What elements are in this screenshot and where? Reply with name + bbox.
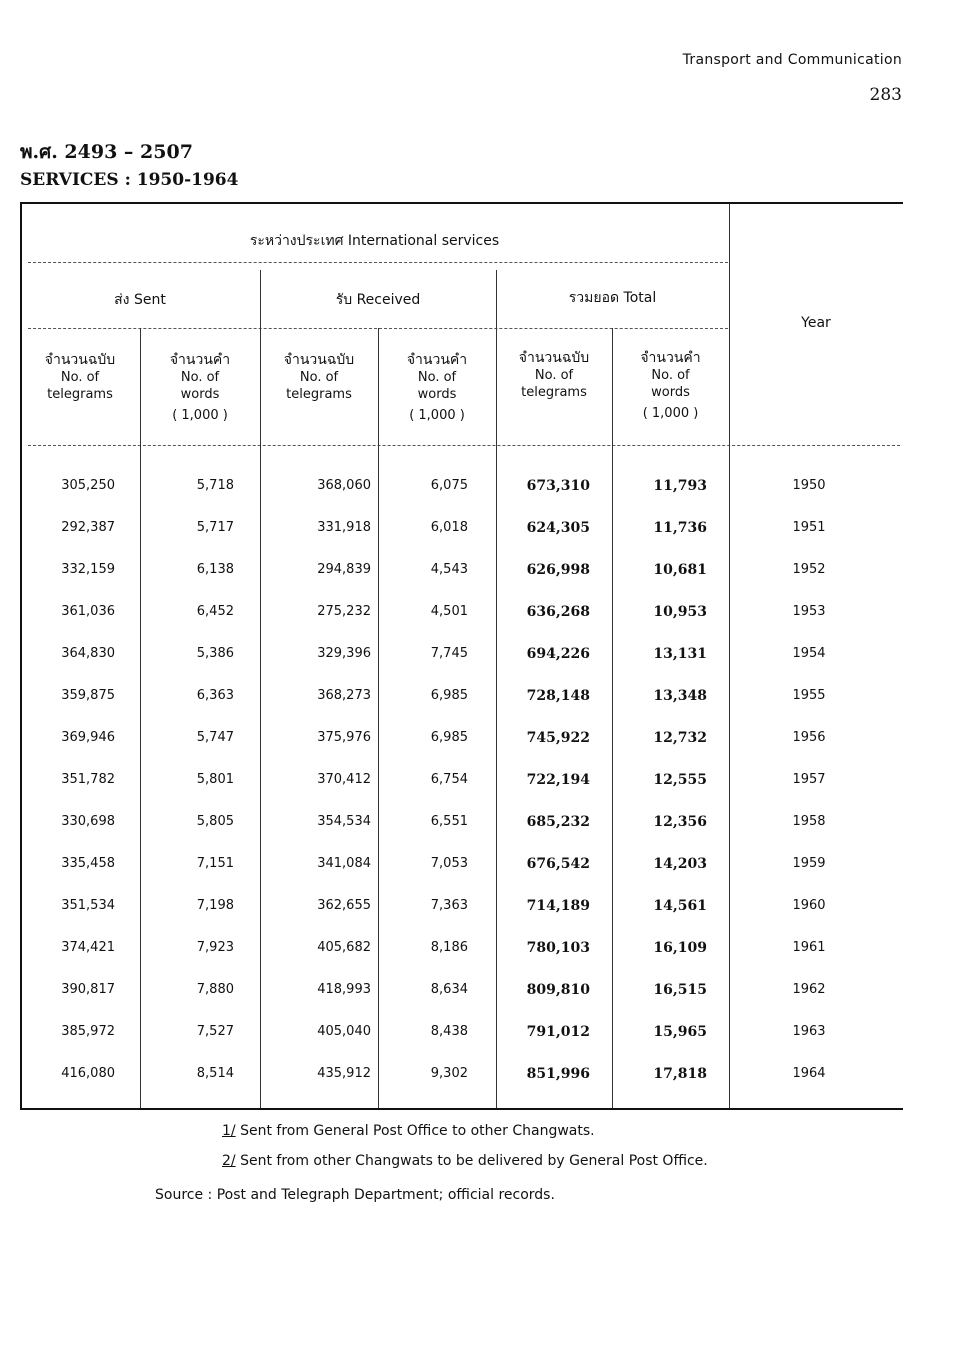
received-words-cell: 9,302 — [430, 1066, 468, 1081]
footnote-text: Sent from other Changwats to be delivered by General Post Office. — [235, 1153, 708, 1169]
received-telegrams-cell: 362,655 — [317, 898, 371, 913]
received-telegrams-cell: 435,912 — [317, 1066, 371, 1081]
received-telegrams-cell: 405,682 — [317, 940, 371, 955]
total-telegrams-cell: 791,012 — [526, 1024, 590, 1040]
received-telegrams-cell: 368,273 — [317, 688, 371, 703]
sent-telegrams-cell: 385,972 — [61, 1024, 115, 1039]
total-words-cell: 17,818 — [653, 1066, 707, 1082]
total-words-cell: 11,793 — [653, 478, 707, 494]
total-words-cell: 12,555 — [653, 772, 707, 788]
footnote-text: Sent from General Post Office to other Changwats. — [235, 1123, 595, 1139]
total-words-cell: 14,203 — [653, 856, 707, 872]
received-words-cell: 6,551 — [430, 814, 468, 829]
total-telegrams-cell: 626,998 — [526, 562, 590, 578]
table-row — [20, 928, 903, 970]
subgroup-sent: ส่ง Sent — [114, 292, 166, 308]
received-words-cell: 6,985 — [430, 730, 468, 745]
year-cell: 1956 — [792, 730, 826, 745]
received-telegrams-cell: 354,534 — [317, 814, 371, 829]
sent-telegrams-cell: 351,534 — [61, 898, 115, 913]
sent-words-cell: 7,923 — [196, 940, 234, 955]
year-cell: 1960 — [792, 898, 826, 913]
year-cell: 1957 — [792, 772, 826, 787]
sent-words-cell: 7,527 — [196, 1024, 234, 1039]
group-header: ระหว่างประเทศ International services — [249, 233, 500, 249]
sent-words-cell: 8,514 — [196, 1066, 234, 1081]
received-telegrams-cell: 294,839 — [317, 562, 371, 577]
footnote-1 — [222, 1123, 595, 1139]
sent-words-cell: 5,718 — [196, 478, 234, 493]
year-header: Year — [801, 315, 831, 331]
sent-telegrams-cell: 335,458 — [61, 856, 115, 871]
sent-telegrams-cell: 364,830 — [61, 646, 115, 661]
table-row — [20, 508, 903, 550]
received-words-cell: 7,363 — [430, 898, 468, 913]
total-telegrams-cell: 851,996 — [526, 1066, 590, 1082]
footnote-marker: 1/ — [222, 1123, 236, 1139]
total-telegrams-cell: 636,268 — [526, 604, 590, 620]
received-words-cell: 8,634 — [430, 982, 468, 997]
received-words-cell: 6,018 — [430, 520, 468, 535]
total-telegrams-cell: 673,310 — [526, 478, 590, 494]
subgroup-received: รับ Received — [335, 292, 421, 308]
table-row — [20, 718, 903, 760]
year-cell: 1953 — [792, 604, 826, 619]
year-cell: 1964 — [792, 1066, 826, 1081]
total-words-cell: 16,515 — [653, 982, 707, 998]
received-words-cell: 7,745 — [430, 646, 468, 661]
col-header-total-words: จำนวนคำ No. of words ( 1,000 ) — [640, 350, 701, 421]
total-telegrams-cell: 624,305 — [526, 520, 590, 536]
year-cell: 1963 — [792, 1024, 826, 1039]
total-words-cell: 13,348 — [653, 688, 707, 704]
col-header-sent-words: จำนวนคำ No. of words ( 1,000 ) — [169, 352, 231, 423]
thai-title: พ.ศ. 2493 – 2507 — [20, 141, 193, 163]
sent-words-cell: 7,880 — [196, 982, 234, 997]
total-telegrams-cell: 714,189 — [526, 898, 590, 914]
total-telegrams-cell: 745,922 — [526, 730, 590, 746]
data-table — [20, 202, 903, 1110]
sent-telegrams-cell: 330,698 — [61, 814, 115, 829]
total-words-cell: 13,131 — [653, 646, 707, 662]
total-words-cell: 16,109 — [653, 940, 707, 956]
sent-telegrams-cell: 332,159 — [61, 562, 115, 577]
total-words-cell: 14,561 — [653, 898, 707, 914]
sent-telegrams-cell: 390,817 — [61, 982, 115, 997]
table-row — [20, 970, 903, 1012]
total-telegrams-cell: 728,148 — [526, 688, 590, 704]
section-title: Transport and Communication — [682, 52, 902, 68]
page-title: SERVICES : 1950-1964 — [20, 170, 239, 190]
sent-telegrams-cell: 374,421 — [61, 940, 115, 955]
table-row — [20, 550, 903, 592]
total-words-cell: 10,953 — [653, 604, 707, 620]
sent-words-cell: 5,805 — [196, 814, 234, 829]
year-cell: 1950 — [792, 478, 826, 493]
sent-words-cell: 5,747 — [196, 730, 234, 745]
received-words-cell: 6,985 — [430, 688, 468, 703]
col-header-sent-telegrams: จำนวนฉบับ No. of telegrams — [44, 352, 116, 402]
sent-words-cell: 7,151 — [196, 856, 234, 871]
received-words-cell: 6,754 — [430, 772, 468, 787]
table-row — [20, 802, 903, 844]
year-cell: 1962 — [792, 982, 826, 997]
footnote-marker: 2/ — [222, 1153, 236, 1169]
divider — [28, 445, 900, 446]
received-telegrams-cell: 368,060 — [317, 478, 371, 493]
received-telegrams-cell: 341,084 — [317, 856, 371, 871]
received-telegrams-cell: 331,918 — [317, 520, 371, 535]
total-words-cell: 12,356 — [653, 814, 707, 830]
col-header-received-telegrams: จำนวนฉบับ No. of telegrams — [283, 352, 355, 402]
total-telegrams-cell: 780,103 — [526, 940, 590, 956]
table-row — [20, 760, 903, 802]
year-cell: 1954 — [792, 646, 826, 661]
sent-words-cell: 5,717 — [196, 520, 234, 535]
total-words-cell: 12,732 — [653, 730, 707, 746]
sent-words-cell: 6,138 — [196, 562, 234, 577]
sent-telegrams-cell: 369,946 — [61, 730, 115, 745]
received-telegrams-cell: 418,993 — [317, 982, 371, 997]
received-telegrams-cell: 405,040 — [317, 1024, 371, 1039]
source-note: Source : Post and Telegraph Department; official records. — [155, 1187, 555, 1203]
page-number: 283 — [869, 85, 902, 105]
sent-words-cell: 6,363 — [196, 688, 234, 703]
received-words-cell: 8,438 — [430, 1024, 468, 1039]
received-words-cell: 4,501 — [430, 604, 468, 619]
col-header-received-words: จำนวนคำ No. of words ( 1,000 ) — [406, 352, 468, 423]
received-words-cell: 7,053 — [430, 856, 468, 871]
received-words-cell: 8,186 — [430, 940, 468, 955]
table-row — [20, 844, 903, 886]
year-cell: 1955 — [792, 688, 826, 703]
total-words-cell: 10,681 — [653, 562, 707, 578]
received-telegrams-cell: 329,396 — [317, 646, 371, 661]
total-words-cell: 11,736 — [653, 520, 707, 536]
sent-telegrams-cell: 359,875 — [61, 688, 115, 703]
sent-telegrams-cell: 361,036 — [61, 604, 115, 619]
received-words-cell: 6,075 — [430, 478, 468, 493]
sent-words-cell: 7,198 — [196, 898, 234, 913]
table-row — [20, 1012, 903, 1054]
total-words-cell: 15,965 — [653, 1024, 707, 1040]
year-cell: 1961 — [792, 940, 826, 955]
total-telegrams-cell: 694,226 — [526, 646, 590, 662]
total-telegrams-cell: 685,232 — [526, 814, 590, 830]
sent-telegrams-cell: 305,250 — [61, 478, 115, 493]
footnote-2 — [222, 1153, 708, 1169]
col-header-total-telegrams: จำนวนฉบับ No. of telegrams — [518, 350, 590, 400]
table-row — [20, 634, 903, 676]
table-row — [20, 886, 903, 928]
table-row — [20, 676, 903, 718]
sent-words-cell: 6,452 — [196, 604, 234, 619]
total-telegrams-cell: 722,194 — [526, 772, 590, 788]
year-cell: 1952 — [792, 562, 826, 577]
table-row — [20, 1054, 903, 1096]
total-telegrams-cell: 676,542 — [526, 856, 590, 872]
received-words-cell: 4,543 — [430, 562, 468, 577]
received-telegrams-cell: 370,412 — [317, 772, 371, 787]
table-row — [20, 466, 903, 508]
year-cell: 1959 — [792, 856, 826, 871]
year-cell: 1958 — [792, 814, 826, 829]
table-row — [20, 592, 903, 634]
subgroup-total: รวมยอด Total — [568, 290, 657, 306]
total-telegrams-cell: 809,810 — [526, 982, 590, 998]
received-telegrams-cell: 375,976 — [317, 730, 371, 745]
sent-telegrams-cell: 351,782 — [61, 772, 115, 787]
sent-words-cell: 5,386 — [196, 646, 234, 661]
sent-telegrams-cell: 292,387 — [61, 520, 115, 535]
year-cell: 1951 — [792, 520, 826, 535]
sent-words-cell: 5,801 — [196, 772, 234, 787]
received-telegrams-cell: 275,232 — [317, 604, 371, 619]
divider — [28, 262, 728, 263]
sent-telegrams-cell: 416,080 — [61, 1066, 115, 1081]
